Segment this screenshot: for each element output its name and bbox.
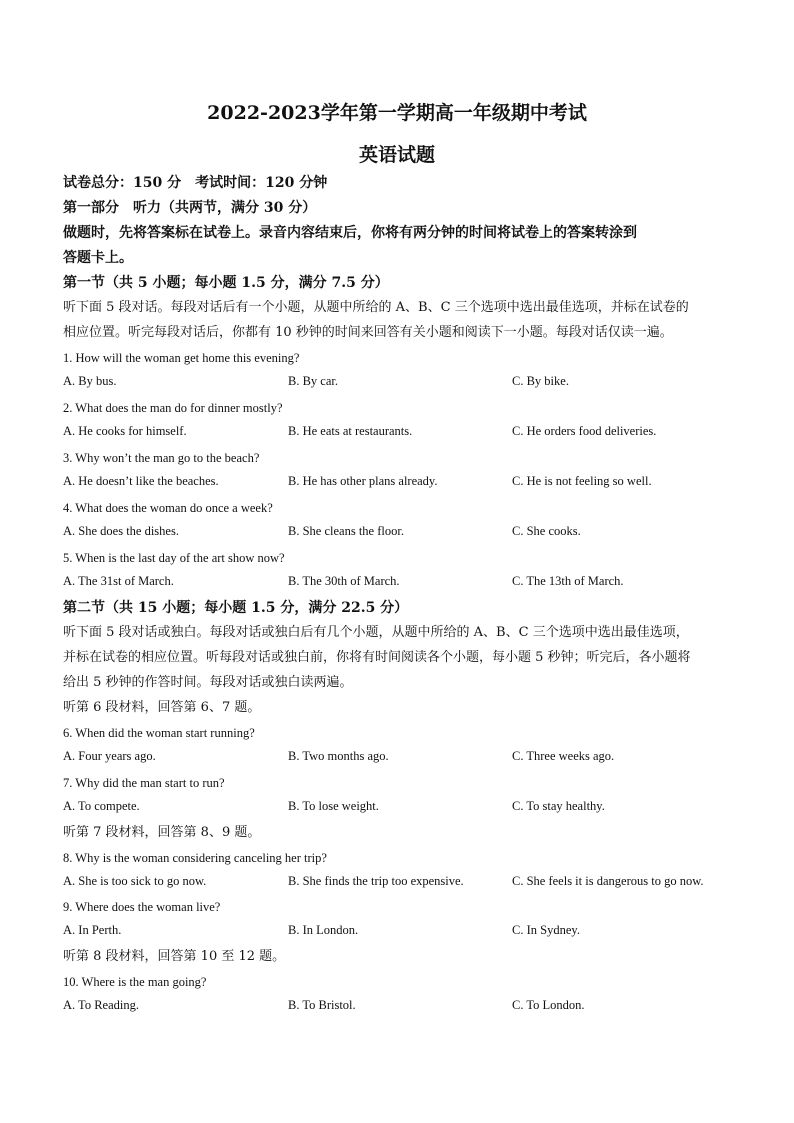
material-note: 听第 7 段材料，回答第 8、9 题。 xyxy=(63,825,261,840)
option-b: B. The 30th of March. xyxy=(288,574,400,588)
option-b: B. She finds the trip too expensive. xyxy=(288,874,464,888)
material-note: 听第 8 段材料，回答第 10 至 12 题。 xyxy=(63,949,286,964)
option-a: A. Four years ago. xyxy=(63,749,156,763)
option-a: A. The 31st of March. xyxy=(63,574,174,588)
option-a: A. He doesn’t like the beaches. xyxy=(63,474,219,488)
question-text: 2. What does the man do for dinner mostly? xyxy=(63,401,283,415)
option-a: A. She is too sick to go now. xyxy=(63,874,207,888)
option-c: C. In Sydney. xyxy=(512,923,580,937)
question-text: 6. When did the woman start running? xyxy=(63,726,255,740)
part1-instruction: 答题卡上。 xyxy=(63,250,133,266)
option-b: B. To lose weight. xyxy=(288,799,379,813)
option-c: C. By bike. xyxy=(512,374,569,388)
option-b: B. In London. xyxy=(288,923,359,937)
section2-instruction: 并标在试卷的相应位置。听每段对话或独白前，你将有时间阅读各个小题，每小题 5 秒钟；听完后，各小题将 xyxy=(63,650,691,665)
section2-instruction: 听下面 5 段对话或独白。每段对话或独白后有几个小题，从题中所给的 A、B、C 三个选项中选出最佳选项， xyxy=(63,625,689,640)
section1-instruction: 相应位置。听完每段对话后，你都有 10 秒钟的时间来回答有关小题和阅读下一小题。每段对话仅读一遍。 xyxy=(63,325,673,340)
option-c: C. Three weeks ago. xyxy=(512,749,615,763)
option-a: A. In Perth. xyxy=(63,923,122,937)
part1-instruction: 做题时，先将答案标在试卷上。录音内容结束后，你将有两分钟的时间将试卷上的答案转涂到 xyxy=(63,225,637,241)
option-a: A. To compete. xyxy=(63,799,140,813)
section1-heading: 第一节（共 5 小题；每小题 1.5 分，满分 7.5 分） xyxy=(63,275,389,291)
option-a: A. He cooks for himself. xyxy=(63,424,187,438)
option-b: B. Two months ago. xyxy=(288,749,389,763)
option-a: A. She does the dishes. xyxy=(63,524,179,538)
option-a: A. By bus. xyxy=(63,374,117,388)
option-b: B. By car. xyxy=(288,374,338,388)
question-text: 3. Why won’t the man go to the beach? xyxy=(63,451,260,465)
question-text: 7. Why did the man start to run? xyxy=(63,776,225,790)
option-b: B. She cleans the floor. xyxy=(288,524,404,538)
exam-meta: 试卷总分：150 分 考试时间：120 分钟 xyxy=(63,175,328,191)
section2-heading: 第二节（共 15 小题；每小题 1.5 分，满分 22.5 分） xyxy=(63,600,409,616)
exam-subtitle: 英语试题 xyxy=(358,144,435,166)
option-c: C. The 13th of March. xyxy=(512,574,624,588)
option-c: C. He orders food deliveries. xyxy=(512,424,657,438)
question-text: 4. What does the woman do once a week? xyxy=(63,501,273,515)
material-note: 听第 6 段材料，回答第 6、7 题。 xyxy=(63,700,261,715)
option-a: A. To Reading. xyxy=(63,998,139,1012)
part1-heading: 第一部分 听力（共两节，满分 30 分） xyxy=(63,200,317,216)
section2-instruction: 给出 5 秒钟的作答时间。每段对话或独白读两遍。 xyxy=(63,675,353,690)
section1-instruction: 听下面 5 段对话。每段对话后有一个小题，从题中所给的 A、B、C 三个选项中选出最佳选项，并标在试卷的 xyxy=(63,300,689,315)
option-c: C. He is not feeling so well. xyxy=(512,474,652,488)
exam-title: 2022-2023学年第一学期高一年级期中考试 xyxy=(207,102,587,124)
option-c: C. To London. xyxy=(512,998,585,1012)
option-b: B. To Bristol. xyxy=(288,998,356,1012)
question-text: 1. How will the woman get home this evening? xyxy=(63,351,300,365)
option-c: C. To stay healthy. xyxy=(512,799,605,813)
option-b: B. He has other plans already. xyxy=(288,474,438,488)
question-text: 5. When is the last day of the art show now? xyxy=(63,551,285,565)
question-text: 8. Why is the woman considering canceling her trip? xyxy=(63,851,327,865)
option-b: B. He eats at restaurants. xyxy=(288,424,413,438)
question-text: 9. Where does the woman live? xyxy=(63,900,221,914)
option-c: C. She cooks. xyxy=(512,524,581,538)
option-c: C. She feels it is dangerous to go now. xyxy=(512,874,704,888)
question-text: 10. Where is the man going? xyxy=(63,975,207,989)
